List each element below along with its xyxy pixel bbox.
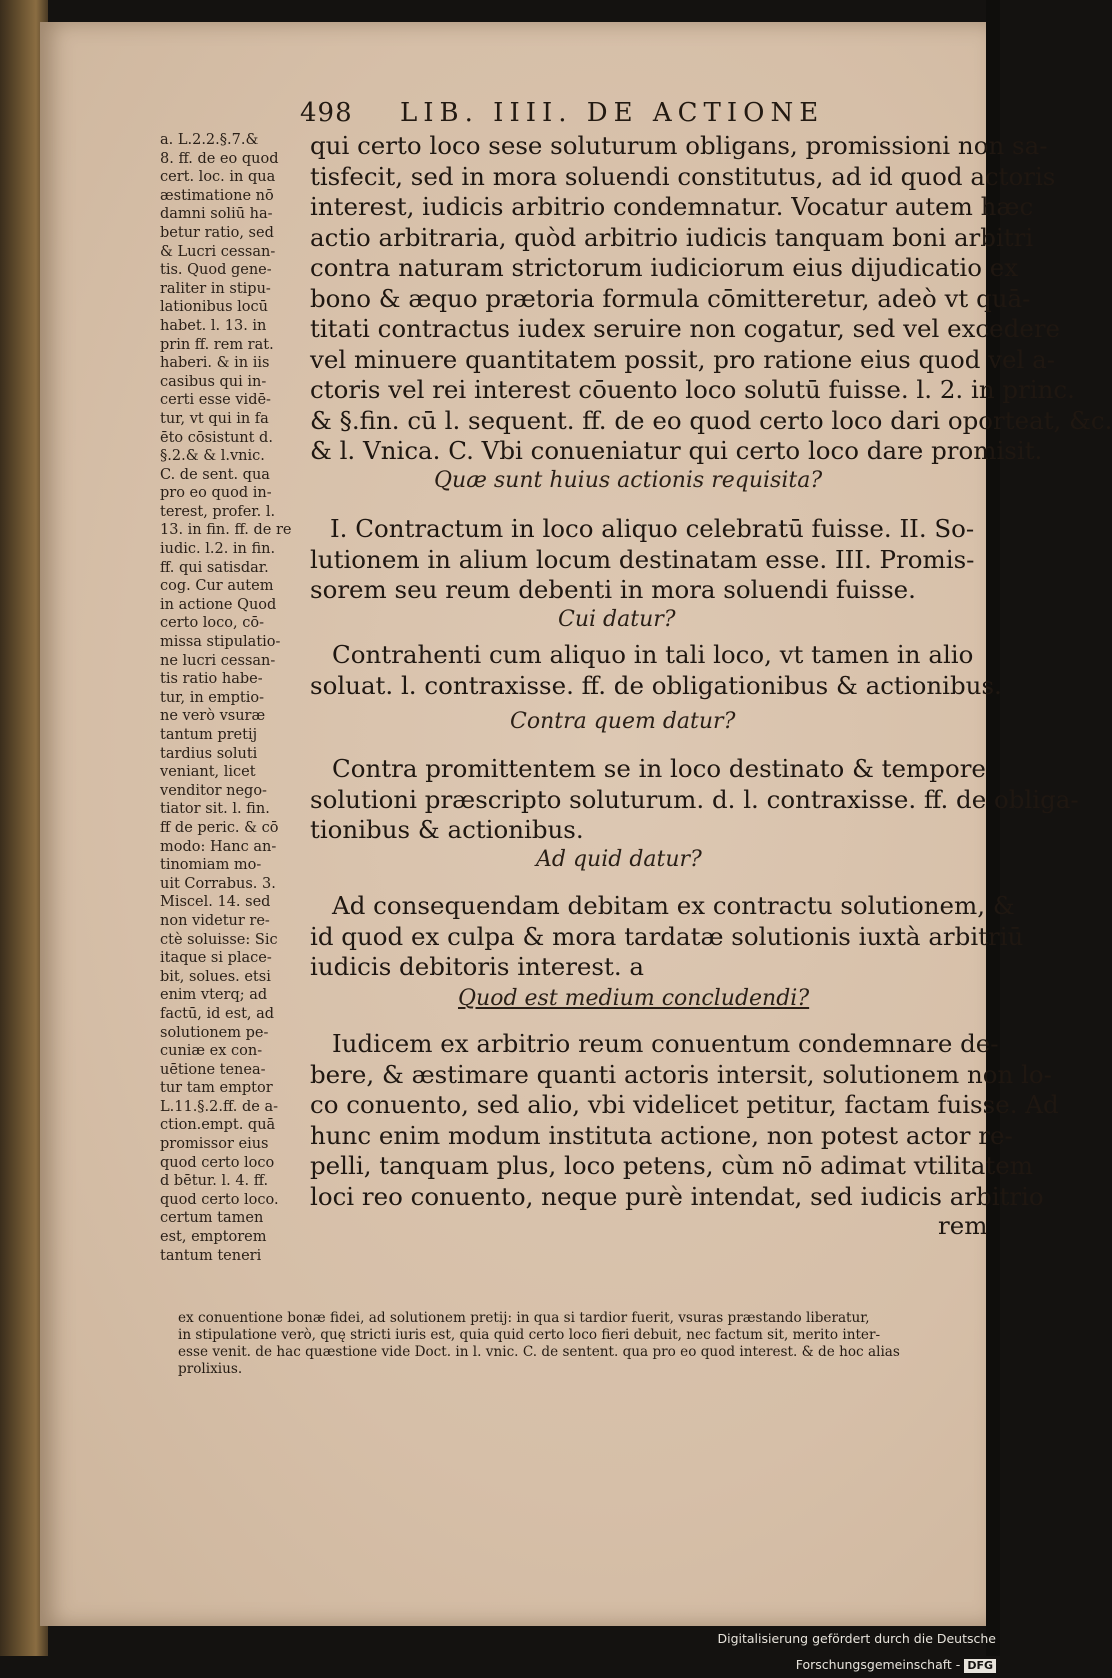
req-lines-line: sorem seu reum debenti in mora soluendi fuisse.: [310, 575, 916, 604]
margin-note-line: habet. l. 13. in: [160, 317, 267, 334]
body-lines-line: interest, iudicis arbitrio condemnatur. Vocatur autem hæc: [310, 192, 1034, 221]
margin-note-line: damni soliū ha-: [160, 206, 273, 223]
body-lines-line: qui certo loco sese soluturum obligans, promissioni non sa-: [310, 131, 1048, 160]
medium-lines-line: pelli, tanquam plus, loco petens, cùm nō adimat vtilitatem: [310, 1151, 1033, 1180]
adquid-lines-line: id quod ex culpa & mora tardatæ solutionis iuxtà arbitriū: [310, 921, 1024, 951]
footnote-line: prolixius.: [178, 1361, 243, 1377]
margin-note-line: factū, id est, ad: [160, 1005, 275, 1022]
margin-note-line: in actione Quod: [160, 596, 277, 613]
margin-note-line: ction.empt. quā: [160, 1117, 276, 1134]
margin-note-line: solutionem pe-: [160, 1024, 269, 1041]
heading-medium: Quod est medium concludendi?: [458, 986, 810, 1011]
margin-note-line: ne lucri cessan-: [160, 652, 276, 669]
margin-note-line: promissor eius: [160, 1136, 269, 1153]
footnote-line: esse venit. de hac quæstione vide Doct. in l. vnic. C. de sentent. qua pro eo quod interest. & de hoc alias: [178, 1344, 900, 1360]
medium-lines-line: bere, & æstimare quanti actoris intersit, solutionem non lo-: [310, 1059, 1052, 1089]
margin-note-line: betur ratio, sed: [160, 224, 274, 241]
margin-note-line: uit Corrabus. 3.: [160, 875, 276, 892]
running-title: LIB. IIII. DE ACTIONE: [400, 98, 825, 128]
margin-note-line: 8. ff. de eo quod: [160, 150, 279, 167]
heading-cui-datur: Cui datur?: [558, 607, 676, 632]
medium-lines-line: co conuento, sed alio, vbi videlicet petitur, factam fuisse. Ad: [310, 1090, 1059, 1119]
margin-note-line: 13. in fin. ff. de re: [160, 522, 292, 539]
margin-note-line: raliter in stipu-: [160, 280, 271, 297]
margin-note-line: veniant, licet: [160, 764, 256, 781]
margin-note-line: itaque si place-: [160, 950, 272, 967]
margin-note-line: lationibus locū: [160, 299, 268, 316]
margin-note-line: bit, solues. etsi: [160, 968, 271, 985]
medium-lines-line: loci reo conuento, neque purè intendat, sed iudicis arbitrio: [310, 1181, 1044, 1211]
margin-note-line: haberi. & in iis: [160, 355, 270, 372]
margin-note-line: tis. Quod gene-: [160, 262, 272, 279]
heading-contra-quem: Contra quem datur?: [510, 709, 736, 734]
adquid-lines-line: Ad consequendam debitam ex contractu solutionem, &: [332, 891, 1015, 920]
medium-lines-line: hunc enim modum instituta actione, non potest actor re-: [310, 1120, 1013, 1150]
banner-text: Digitalisierung gefördert durch die Deutsche Forschungsgemeinschaft -: [717, 1631, 996, 1672]
body-lines-line: ctoris vel rei interest cōuento loco solutū fuisse. l. 2. in princ.: [310, 375, 1075, 404]
margin-note-line: tur tam emptor: [160, 1080, 273, 1097]
body-lines-line: titati contractus iudex seruire non cogatur, sed vel excedere: [310, 314, 1061, 343]
margin-note-line: cert. loc. in qua: [160, 169, 276, 186]
footnote-line: in stipulatione verò, quę stricti iuris est, quia quid certo loco fieri debuit, nec factum sit, merito inter-: [178, 1327, 881, 1343]
margin-note-line: ff. qui satisdar.: [160, 559, 269, 576]
margin-note-line: tinomiam mo-: [160, 857, 262, 874]
funding-banner: [590, 1626, 996, 1672]
margin-note-line: terest, profer. l.: [160, 503, 276, 520]
margin-note-line: iudic. l.2. in fin.: [160, 541, 276, 558]
margin-note-line: casibus qui in-: [160, 373, 267, 390]
margin-note-line: missa stipulatio-: [160, 634, 281, 651]
margin-note-line: a. L.2.2.§.7.&: [160, 132, 259, 148]
running-header: [300, 98, 960, 134]
margin-note-line: ff de peric. & cō: [160, 819, 279, 836]
margin-note-line: tantum teneri: [160, 1247, 262, 1264]
margin-note-line: est, emptorem: [160, 1229, 267, 1246]
footnote-line: ex conuentione bonæ fidei, ad solutionem pretij: in qua si tardior fuerit, vsuras præstando liberatur,: [178, 1310, 870, 1326]
margin-note-line: tiator sit. l. fin.: [160, 801, 270, 818]
margin-note-line: & Lucri cessan-: [160, 243, 276, 260]
body-lines-line: & l. Vnica. C. Vbi conueniatur qui certo loco dare promisit.: [310, 436, 1043, 465]
heading-ad-quid: Ad quid datur?: [536, 847, 702, 872]
margin-note-line: quod certo loco: [160, 1154, 275, 1171]
margin-note-line: tis ratio habe-: [160, 671, 263, 688]
body-lines-line: & §.fin. cū l. sequent. ff. de eo quod certo loco dari oporteat, &c.: [310, 405, 1112, 435]
margin-note-line: certo loco, cō-: [160, 615, 264, 632]
margin-note-line: certum tamen: [160, 1210, 264, 1227]
margin-note-line: d bētur. l. 4. ff.: [160, 1173, 269, 1190]
margin-note-line: tur, in emptio-: [160, 689, 265, 706]
heading-requisita: Quæ sunt huius actionis requisita?: [434, 468, 823, 493]
margin-note-line: prin ff. rem rat.: [160, 336, 274, 353]
adquid-lines-line: iudicis debitoris interest. a: [310, 952, 645, 981]
margin-note: [160, 131, 308, 1265]
body-lines-line: actio arbitraria, quòd arbitrio iudicis tanquam boni arbitri: [310, 222, 1034, 252]
page-number: 498: [300, 98, 353, 128]
margin-note-line: enim vterq; ad: [160, 987, 268, 1004]
body-lines-line: contra naturam strictorum iudiciorum eius dijudicatio ex: [310, 253, 1019, 282]
body-lines-line: vel minuere quantitatem possit, pro ratione eius quod vel a-: [310, 344, 1056, 374]
margin-note-line: certi esse vidē-: [160, 392, 271, 409]
footnote: [178, 1310, 993, 1378]
margin-note-line: non videtur re-: [160, 912, 270, 929]
margin-note-line: L.11.§.2.ff. de a-: [160, 1098, 279, 1115]
catchword: rem: [938, 1211, 988, 1240]
margin-note-line: §.2.& & l.vnic.: [160, 448, 265, 465]
margin-note-line: tardius soluti: [160, 745, 258, 762]
margin-note-line: pro eo quod in-: [160, 485, 272, 502]
margin-note-line: cog. Cur autem: [160, 578, 274, 595]
contra-lines-line: Contra promittentem se in loco destinato & tempore: [332, 754, 986, 783]
dfg-logo: DFG: [964, 1659, 996, 1673]
margin-note-line: æstimatione nō: [160, 187, 274, 204]
margin-note-line: cuniæ ex con-: [160, 1043, 263, 1060]
margin-note-line: ne verò vsuræ: [160, 708, 266, 725]
margin-note-line: quod certo loco.: [160, 1191, 279, 1208]
margin-note-line: uētione tenea-: [160, 1061, 266, 1078]
contra-lines-line: tionibus & actionibus.: [310, 815, 584, 844]
margin-note-line: modo: Hanc an-: [160, 838, 277, 855]
req-lines-line: I. Contractum in loco aliquo celebratū fuisse. II. So-: [330, 514, 975, 543]
medium-lines-line: Iudicem ex arbitrio reum conuentum condemnare de-: [332, 1029, 999, 1058]
margin-note-line: C. de sent. qua: [160, 466, 270, 483]
req-lines-line: lutionem in alium locum destinatam esse. III. Promis-: [310, 544, 975, 574]
margin-note-line: tur, vt qui in fa: [160, 410, 269, 427]
body-lines-line: bono & æquo prætoria formula cōmitteretur, adeò vt quā-: [310, 283, 1031, 313]
margin-note-line: ctè soluisse: Sic: [160, 931, 278, 948]
cui-lines-line: soluat. l. contraxisse. ff. de obligationibus & actionibus.: [310, 670, 1002, 700]
margin-note-line: ēto cōsistunt d.: [160, 429, 273, 446]
body-lines-line: tisfecit, sed in mora soluendi constitutus, ad id quod actoris: [310, 161, 1056, 191]
margin-note-line: tantum pretij: [160, 727, 258, 743]
margin-note-line: venditor nego-: [160, 782, 267, 799]
cui-lines-line: Contrahenti cum aliquo in tali loco, vt tamen in alio: [332, 640, 974, 669]
contra-lines-line: solutioni præscripto soluturum. d. l. contraxisse. ff. de obliga-: [310, 784, 1079, 814]
margin-note-line: Miscel. 14. sed: [160, 894, 271, 911]
